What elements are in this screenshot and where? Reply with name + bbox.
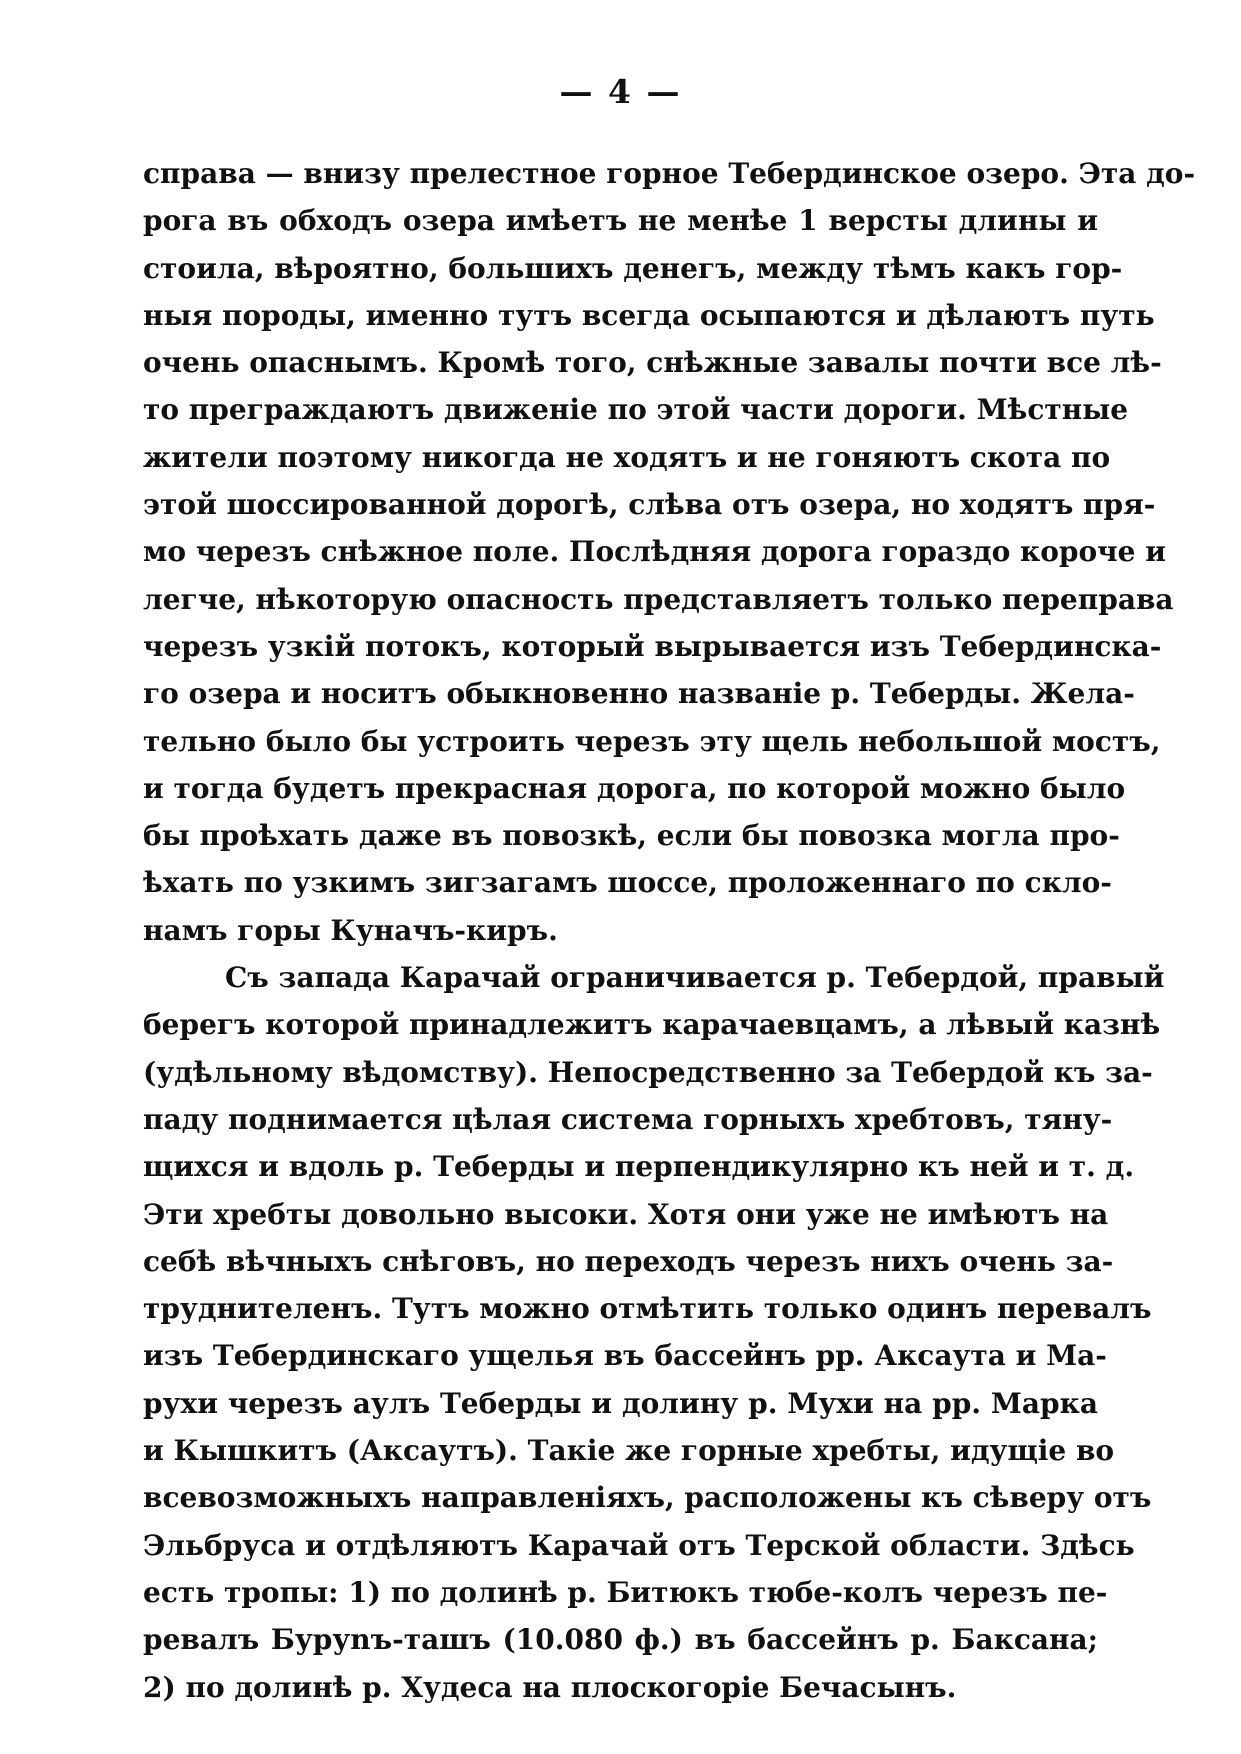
text-line: всевозможныхъ направленіяхъ, расположены къ сѣверу отъ [143,1481,1152,1515]
text-line: и Кышкитъ (Аксаутъ). Такіе же горные хребты, идущіе во [143,1434,1115,1468]
text-line: изъ Тебердинскаго ущелья въ бассейнъ рр. Аксаута и Ма- [143,1339,1107,1373]
text-line: легче, нѣкоторую опасность представляетъ только переправа [143,582,1174,616]
text-line: берегъ которой принадлежитъ карачаевцамъ, а лѣвый казнѣ [143,1008,1161,1042]
text-line: есть тропы: 1) по долинѣ р. Битюкъ тюбе-колъ черезъ пе- [143,1575,1108,1609]
body-text [143,150,1196,1711]
text-line: щихся и вдоль р. Теберды и перпендикулярно къ ней и т. д. [143,1150,1135,1184]
text-line: рухи черезъ аулъ Теберды и долину р. Мухи на рр. Марка [143,1386,1098,1420]
text-line: Эти хребты довольно высоки. Хотя они уже не имѣютъ на [143,1197,1109,1231]
text-line: и тогда будетъ прекрасная дорога, по которой можно было [143,771,1126,805]
text-line: себѣ вѣчныхъ снѣговъ, но переходъ черезъ нихъ очень за- [143,1244,1114,1278]
text-line: 2) по долинѣ р. Худеса на плоскогоріе Бечасынъ. [143,1670,957,1704]
text-line: черезъ узкій потокъ, который вырывается изъ Тебердинска- [143,629,1162,663]
text-line: справа — внизу прелестное горное Тебердинское озеро. Эта до- [143,157,1196,190]
text-line: стоила, вѣроятно, большихъ денегъ, между тѣмъ какъ гор- [143,251,1123,285]
text-line: (удѣльному вѣдомству). Непосредственно за Тебердой къ за- [143,1055,1153,1089]
text-line: жители поэтому никогда не ходятъ и не гоняютъ скота по [143,440,1111,474]
text-line: этой шоссированной дорогѣ, слѣва отъ озера, но ходятъ пря- [143,488,1156,522]
text-line: намъ горы Куначъ-киръ. [143,913,558,947]
page-number: — 4 — [559,72,682,111]
text-line: бы проѣхать даже въ повозкѣ, если бы повозка могла про- [143,819,1120,853]
text-line: ѣхать по узкимъ зигзагамъ шоссе, проложеннаго по скло- [143,866,1112,900]
text-line: очень опаснымъ. Кромѣ того, снѣжные завалы почти все лѣ- [143,346,1162,380]
text-line: ныя породы, именно тутъ всегда осыпаются и дѣлаютъ путь [143,298,1155,332]
text-line: то преграждаютъ движеніе по этой части дороги. Мѣстные [143,393,1129,427]
text-line: Эльбруса и отдѣляютъ Карачай отъ Терской области. Здѣсь [143,1528,1135,1562]
text-line: го озера и носитъ обыкновенно названіе р. Теберды. Жела- [143,677,1135,711]
text-line: труднителенъ. Тутъ можно отмѣтить только одинъ перевалъ [143,1292,1152,1326]
text-line: ревалъ Буруnъ-ташъ (10.080 ф.) въ бассейнъ р. Баксана; [143,1623,1098,1657]
text-line: мо черезъ снѣжное поле. Послѣдняя дорога гораздо короче и [143,535,1166,569]
text-line: тельно было бы устроить черезъ эту щель небольшой мостъ, [143,724,1161,758]
text-line: рога въ обходъ озера имѣетъ не менѣе 1 версты длины и [143,204,1098,238]
text-line: паду поднимается цѣлая система горныхъ хребтовъ, тяну- [143,1102,1113,1136]
text-line: Съ запада Карачай ограничивается р. Тебердой, правый [225,961,1165,995]
